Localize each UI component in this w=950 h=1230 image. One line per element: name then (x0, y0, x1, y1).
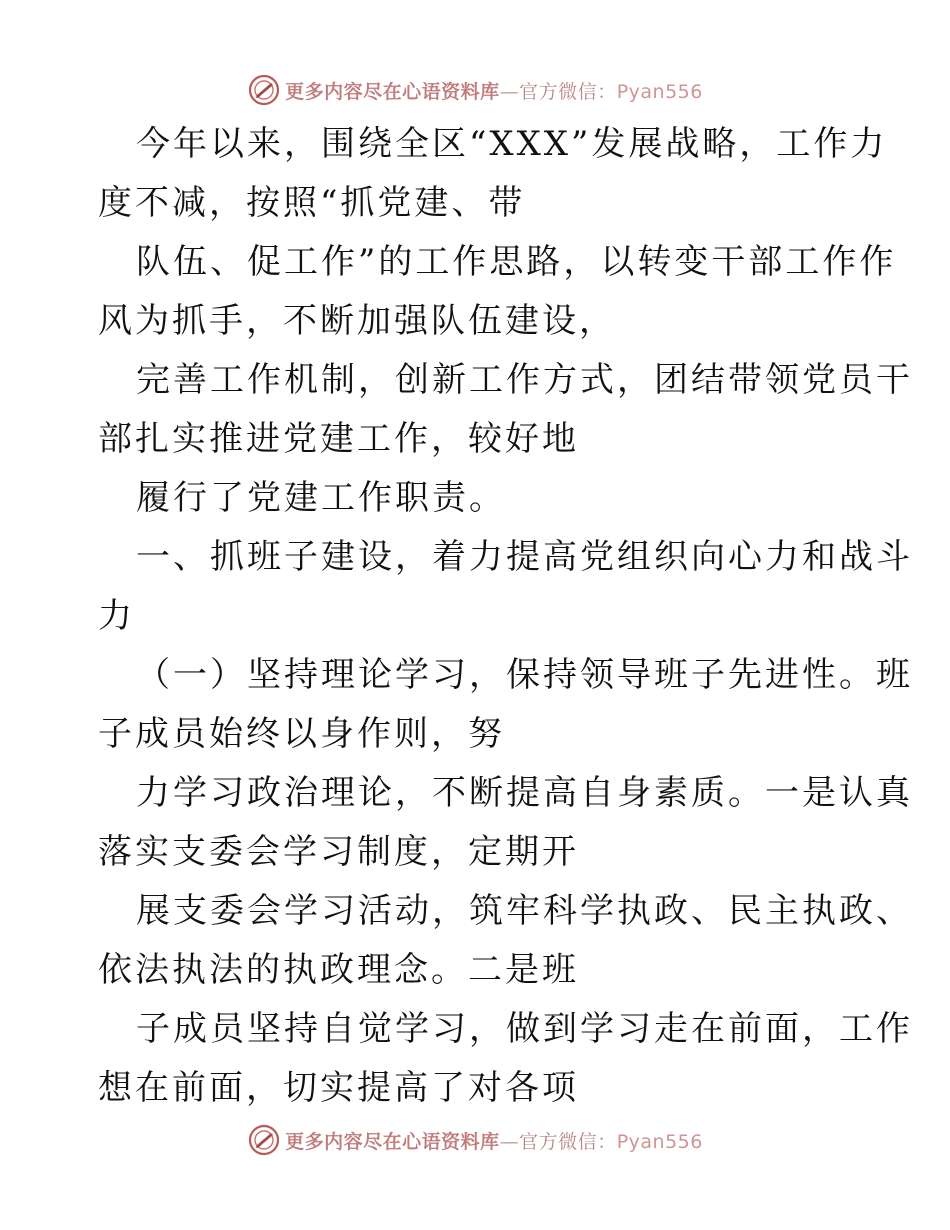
text-line: 依法执法的执政理念。二是班 (98, 950, 579, 990)
footer-watermark (0, 1120, 950, 1160)
watermark-wechat-label: 官方微信： (519, 1130, 617, 1153)
seal-logo-icon (247, 73, 281, 107)
watermark-separator: — (499, 80, 520, 103)
text-line: 展支委会学习活动，筑牢科学执政、民主执政、 (136, 891, 913, 931)
text-line: 力 (98, 596, 135, 636)
text-line: 子成员始终以身作则，努 (98, 714, 505, 754)
text-line: 落实支委会学习制度，定期开 (98, 832, 579, 872)
watermark-separator: — (499, 1130, 520, 1153)
watermark-main-text: 更多内容尽在心语资料库 (285, 80, 500, 103)
text-line: 度不减，按照“抓党建、带 (98, 183, 526, 223)
text-line: 部扎实推进党建工作，较好地 (98, 419, 579, 459)
seal-logo-icon (247, 1123, 281, 1157)
document-body (98, 115, 913, 1118)
text-line: 想在前面，切实提高了对各项 (98, 1068, 579, 1108)
text-line: 今年以来，围绕全区“XXX”发展战略，工作力 (136, 124, 888, 164)
text-line: 子成员坚持自觉学习，做到学习走在前面，工作 (136, 1009, 913, 1049)
text-line: 队伍、促工作”的工作思路，以转变干部工作作 (136, 242, 897, 282)
header-watermark (0, 70, 950, 110)
text-line: 力学习政治理论，不断提高自身素质。一是认真 (136, 773, 913, 813)
watermark-wechat-id: Pyan556 (616, 1130, 703, 1153)
text-line: （一）坚持理论学习，保持领导班子先进性。班 (136, 655, 913, 695)
text-line: 完善工作机制，创新工作方式，团结带领党员干 (136, 360, 913, 400)
watermark-main-text: 更多内容尽在心语资料库 (285, 1130, 500, 1153)
watermark-wechat-label: 官方微信： (519, 80, 617, 103)
text-line: 履行了党建工作职责。 (136, 478, 506, 518)
text-line: 风为抓手，不断加强队伍建设， (98, 301, 616, 341)
watermark-wechat-id: Pyan556 (616, 80, 703, 103)
text-line: 一、抓班子建设，着力提高党组织向心力和战斗 (136, 537, 913, 577)
